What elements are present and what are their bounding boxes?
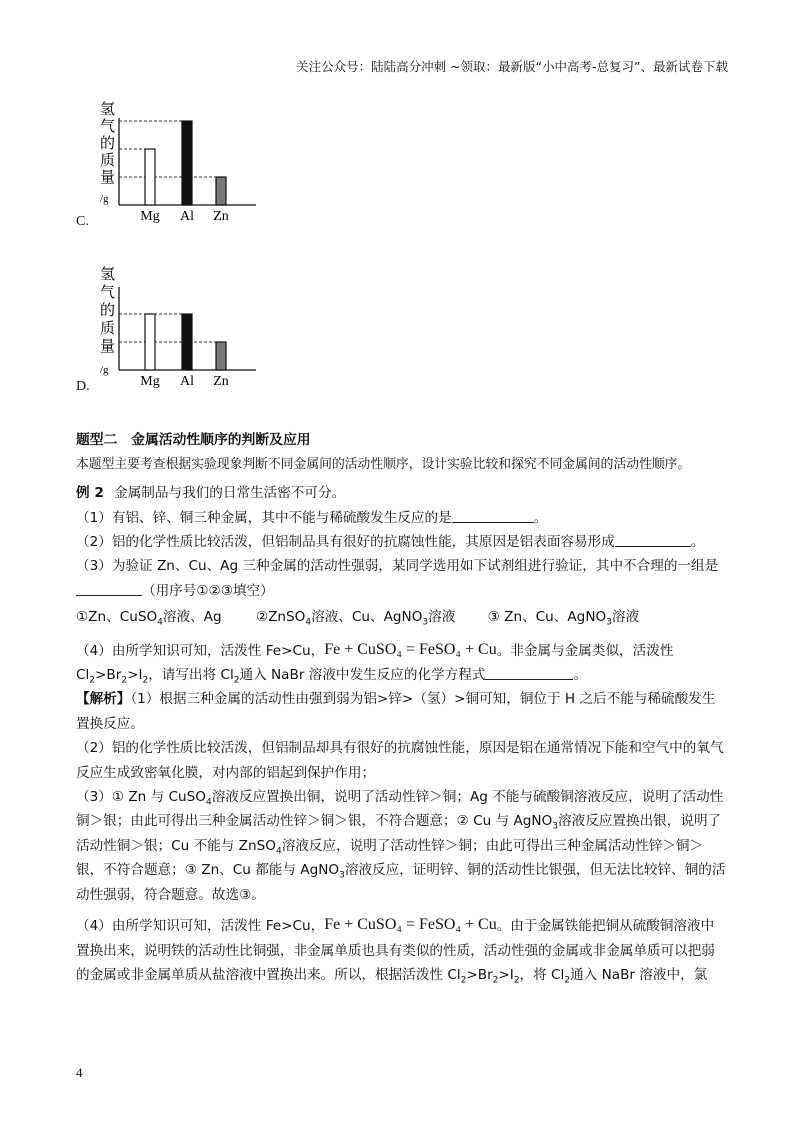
option-2 [255,609,456,628]
answer-blank-2 [615,532,691,547]
question-2: （2）铝的化学性质比较活泼，但铝制品具有很好的抗腐蚀性能，其原因是铝表面容易形成 。 [76,534,705,551]
chart-c-label-zn: Zn [213,209,229,224]
analysis-1-text: （1）根据三种金属的活动性由强到弱为铝>锌>（氢）>铜可知，铜位于 H 之后不能与稀硫酸发生置换反应。 [76,691,716,732]
chart-d-bar-mg [145,314,155,370]
chart-d-categories [140,374,229,389]
sub-4: 4 [305,617,312,628]
chart-d-yunit: /g [100,364,109,376]
chart-c-ylabel [100,101,115,186]
question-4: （4）由所学知识可知，活泼性 Fe>Cu，Fe + CuSO₄ = FeSO₄ + Cu。非金属与金属类似，活泼性 $Cl_2>Br_2>I_2$，请写出将 $Cl_2$通入 NaBr 溶液中发生反应的化学方程式 。 [76,640,674,686]
sub-2: 2 [460,975,467,986]
chart-d-svg [70,257,270,397]
analysis-4-b: 。由于金属铁能把铜从硫酸铜溶液中置换出来，说明铁的活动性比铜强，非金属单质也具有类似的性质，活动性强的金属或非金属单质可以把弱的金属或非金属单质从盐溶液中置换出来。所以，根据活泼性 Cl [76,918,715,983]
equation-q4: Fe + CuSO₄ = FeSO₄ + Cu [324,640,497,658]
chart-d-label-zn: Zn [213,374,229,389]
analysis-label: 【解析】 [76,691,131,708]
question-3-options [76,605,726,629]
chart-c-label-mg: Mg [140,209,160,224]
sub-3: 3 [339,871,345,882]
chart-d-ylabel-char: 质 [100,321,116,337]
page-header: 关注公众号：陆陆高分冲刺 ~领取：最新版“小中高考-总复习”、最新试卷下载 [296,59,728,74]
analysis-3-b: 溶液反应置换出铜，说明了活动性锌＞铜；Ag 不能与硫酸铜溶液反应，说明了活动性铜＞银；由此可得出三种金属活动性锌＞铜＞银，不符合题意；② Cu 与 AgNO [76,789,724,830]
chart-d-ylabel-char: 氢 [100,267,116,283]
example-intro-line [76,481,726,505]
section-description: 本题型主要考查根据实验现象判断不同金属间的活动性顺序，设计实验比较和探究不同金属间的活动性顺序。 [76,457,691,473]
section-title: 题型二 金属活动性顺序的判断及应用 [76,432,311,448]
analysis-3-c: 溶液反应置换出银，说明了活动性铜＞银；Cu 不能与 ZnSO [76,813,722,854]
chart-c-ylabel-char: 氢 [100,102,116,118]
analysis-4 [76,913,726,987]
option-1 [76,609,222,628]
option-3 [487,609,640,628]
question-2-text: （2）铝的化学性质比较活泼，但铝制品具有很好的抗腐蚀性能，其原因是铝表面容易形成 [76,534,615,551]
chart-c-yunit: /g [100,193,109,205]
main-content [76,428,726,987]
chart-d-ylabel-char: 的 [100,303,116,319]
sub-2: 2 [121,675,128,686]
option-1-a: ①Zn、CuSO [76,609,158,626]
chart-d-label-mg: Mg [140,374,160,389]
chart-c-bar-zn [216,177,226,205]
chart-d-ylabel-char: 量 [100,339,116,355]
option-2-c: 溶液 [428,609,456,626]
analysis-3 [76,785,726,907]
analysis-3-e: 溶液反应，证明锌、铜的活动性比银强，但无法比较锌、铜的活动性强弱，符合题意。故选③。 [76,862,726,903]
chart-c-bar-al [182,121,192,205]
analysis-4-f: 通入 NaBr 溶液中，氯 [570,966,708,983]
chart-c-bars [119,121,226,205]
analysis-4-a: （4）由所学知识可知，活泼性 Fe>Cu， [76,918,325,935]
question-1: （1）有铝、锌、铜三种金属，其中不能与稀硫酸发生反应的是 。 [76,509,548,526]
chart-c-svg [70,92,270,232]
option-3-b: 溶液 [611,609,640,626]
analysis-2: （2）铝的化学性质比较活泼，但铝制品却具有很好的抗腐蚀性能，原因是铝在通常情况下能和空气中的氧气反应生成致密氧化膜，对内部的铝起到保护作用； [76,740,724,781]
sub-3: 3 [552,822,559,833]
analysis-4-e: ，将 Cl [519,966,565,983]
answer-blank-4 [485,665,573,680]
chart-d-ylabel-char: 气 [100,285,116,301]
analysis-4-c: >Br [466,966,493,983]
question-3-hint: （用序号①②③填空） [142,582,274,599]
chart-option-c [70,92,270,232]
equation-analysis: Fe + CuSO₄ = FeSO₄ + Cu [324,916,497,934]
sub-4: 4 [157,617,163,628]
chart-c-ylabel-char: 的 [100,136,116,152]
chart-c-ylabel-char: 量 [100,170,116,186]
chart-c-label-al: Al [180,209,194,224]
sub-2: 2 [564,975,571,986]
sub-2: 2 [89,675,96,686]
page-number: 4 [76,1065,83,1080]
chart-c-bar-mg [145,149,155,205]
answer-blank-3 [76,581,142,596]
question-3 [76,554,726,603]
chart-c-categories [140,209,229,224]
analysis-4-d: >I [498,966,514,983]
sub-2: 2 [233,675,240,686]
chart-c-ylabel-char: 气 [100,119,116,135]
option-2-b: 溶液、Cu、AgNO [311,609,423,626]
option-3-a: ③ Zn、Cu、AgNO [487,609,607,626]
analysis-3-a: （3）① Zn 与 CuSO [76,789,206,806]
chart-d-ylabel [100,266,115,355]
analysis-1 [76,687,726,736]
question-3-text: （3）为验证 Zn、Cu、Ag 三种金属的活动性强弱，某同学选用如下试剂组进行验证，其中不合理的一组是 [76,558,719,575]
sub-3: 3 [422,617,429,628]
chart-c-ylabel-char: 质 [100,153,116,169]
sub-4: 4 [275,846,282,857]
analysis-3-d: 溶液反应，说明了活动性锌＞铜；由此可得出三种金属活动性锌＞铜＞银，不符合题意；③ Zn、Cu 都能与 AgNO [76,837,704,879]
question-1-text: （1）有铝、锌、铜三种金属，其中不能与稀硫酸发生反应的是 [76,509,452,526]
question-4-text-a: （4）由所学知识可知，活泼性 Fe>Cu， [76,642,325,659]
option-2-a: ②ZnSO [255,609,306,626]
question-4-text-e: 通入 NaBr 溶液中发生反应的化学方程式 [239,667,486,684]
chart-d-bars [119,314,226,370]
chart-d-bar-zn [216,342,226,370]
question-4-text-d: ，请写出将 Cl [148,667,234,684]
sub-3: 3 [606,617,612,628]
sub-2: 2 [492,975,499,986]
sub-2: 2 [142,675,149,686]
option-1-b: 溶液、Ag [162,609,222,626]
q4-i: >I [127,667,143,684]
chart-d-bar-al [182,314,192,370]
chart-d-label-al: Al [180,374,194,389]
option-c-label: C. [76,214,89,229]
example-label: 例 2 [76,485,104,502]
chart-option-d [70,257,270,397]
q4-br: >Br [95,667,122,684]
sub-2: 2 [513,975,520,986]
q4-cl: Cl [76,667,90,684]
example-intro: 金属制品与我们的日常生活密不可分。 [114,485,346,502]
sub-4: 4 [205,797,212,808]
option-d-label: D. [76,379,90,394]
question-4-text-b: 。非金属与金属类似，活泼性 [496,642,674,659]
answer-blank-1 [452,508,534,523]
